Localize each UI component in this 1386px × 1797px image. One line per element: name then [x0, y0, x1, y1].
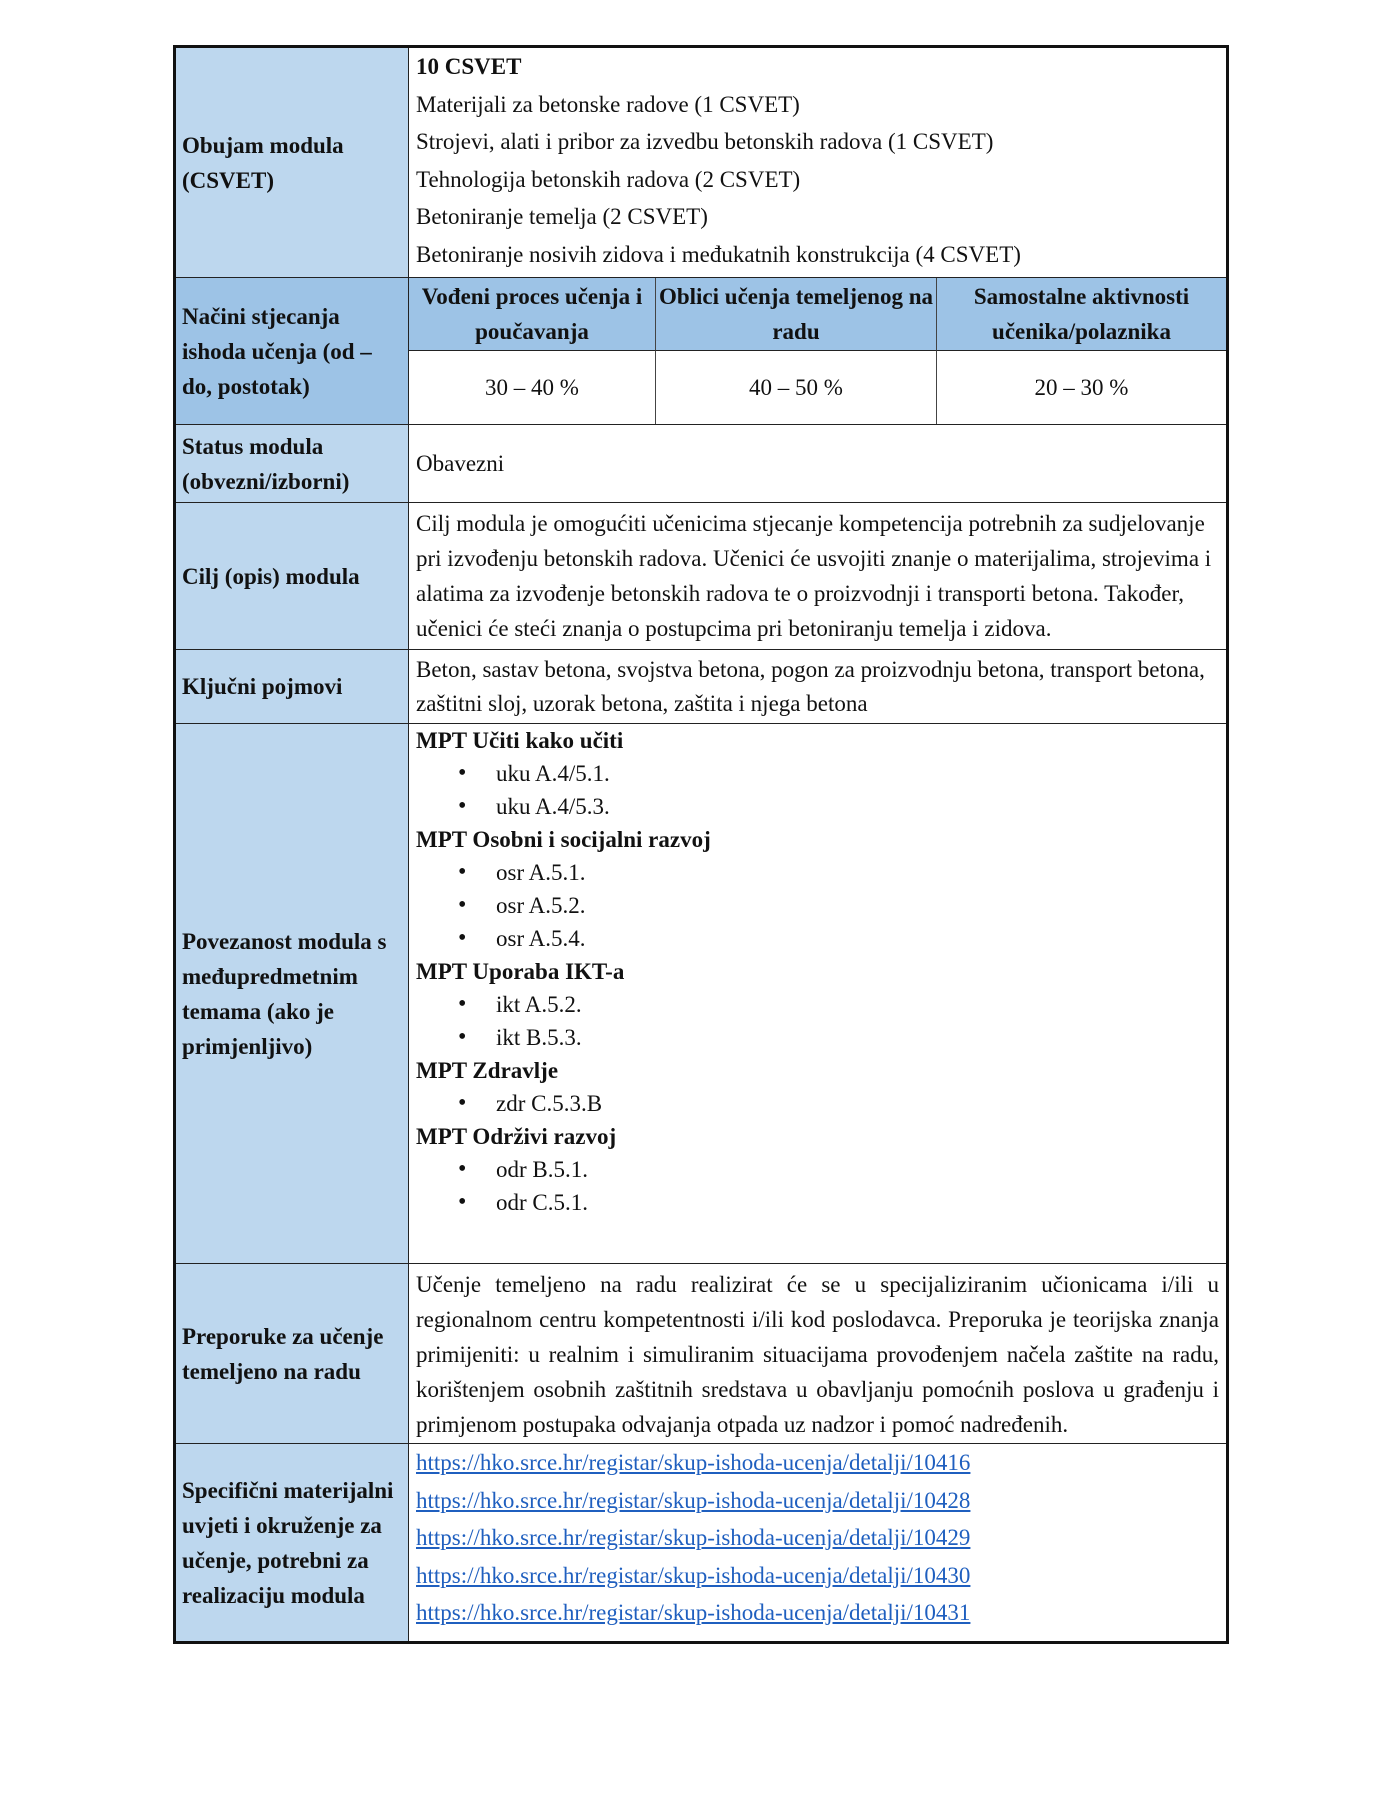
label-pojmovi: Ključni pojmovi: [176, 650, 409, 723]
mpt-item: • ikt B.5.3.: [416, 1021, 1219, 1054]
mpt-item: • osr A.5.1.: [416, 856, 1219, 889]
hko-link[interactable]: https://hko.srce.hr/registar/skup-ishoda-ucenja/detalji/10429: [416, 1525, 971, 1550]
value-cilj: Cilj modula je omogućiti učenicima stjecanje kompetencija potrebnih za sudjelovanje pri izvođenju betonskih radova. Učenici će usvojiti znanje o materijalima, strojevima i alatima za izvođenje betonskih radova te o proizvodnji i transporti betona. Također, učenici će steći znanja o postupcima pri betoniranju temelja i zidova.: [416, 511, 1212, 641]
row-preporuke: [176, 1264, 1226, 1444]
mpt-item: • odr C.5.1.: [416, 1186, 1219, 1219]
row-nacini: [176, 278, 1226, 425]
mpt-item: • osr A.5.4.: [416, 922, 1219, 955]
hko-link[interactable]: https://hko.srce.hr/registar/skup-ishoda-ucenja/detalji/10430: [416, 1562, 971, 1588]
hko-link[interactable]: https://hko.srce.hr/registar/skup-ishoda-ucenja/detalji/10428: [416, 1487, 971, 1513]
row-povezanost: [176, 724, 1226, 1264]
mpt-group: [416, 955, 1219, 1054]
label-specificni: Specifični materijalni uvjeti i okruženje za učenje, potrebni za realizaciju modula: [176, 1444, 409, 1641]
value-status: Obavezni: [416, 450, 505, 476]
value-preporuke: Učenje temeljeno na radu realizirat će se u specijaliziranim učionicama i/ili u regionalnom centru kompetentnosti i/ili kod poslodavca. Preporuka je teorijska znanja primijeniti: u realnim i simuliranim situacijama provođenjem načela zaštite na radu, korištenjem osobnih zaštitnih sredstava u obavljanju pomoćnih poslova u građenju i primjenom postupaka odvajanja otpada uz nadzor i pomoć nadređenih.: [416, 1272, 1219, 1437]
obujam-item: Materijali za betonske radove (1 CSVET): [416, 91, 800, 117]
obujam-item: Strojevi, alati i pribor za izvedbu betonskih radova (1 CSVET): [416, 129, 994, 154]
label-nacini: Načini stjecanja ishoda učenja (od – do, postotak): [176, 278, 409, 424]
label-status: Status modula (obvezni/izborni): [176, 425, 409, 502]
nacini-value-2: 40 – 50 %: [655, 351, 936, 424]
nacini-header-2: Oblici učenja temeljenog na radu: [655, 278, 936, 351]
mpt-item: • uku A.4/5.3.: [416, 790, 1219, 823]
mpt-group: [416, 823, 1219, 955]
mpt-item: • osr A.5.2.: [416, 889, 1219, 922]
obujam-item: Betoniranje temelja (2 CSVET): [416, 204, 708, 229]
obujam-item: Betoniranje nosivih zidova i međukatnih konstrukcija (4 CSVET): [416, 241, 1021, 267]
value-specificni: [409, 1444, 1226, 1641]
mpt-group: [416, 724, 1219, 823]
row-specificni: [176, 1444, 1226, 1641]
value-obujam: [409, 48, 1226, 277]
nacini-value-3: 20 – 30 %: [936, 351, 1226, 424]
hko-link[interactable]: https://hko.srce.hr/registar/skup-ishoda-ucenja/detalji/10416: [416, 1450, 971, 1475]
obujam-item: Tehnologija betonskih radova (2 CSVET): [416, 166, 801, 192]
mpt-item: • uku A.4/5.1.: [416, 757, 1219, 790]
label-povezanost: Povezanost modula s međupredmetnim temama (ako je primjenljivo): [176, 724, 409, 1263]
mpt-title: MPT Uporaba IKT-a: [416, 959, 625, 984]
row-pojmovi: [176, 650, 1226, 724]
mpt-title: MPT Osobni i socijalni razvoj: [416, 827, 711, 852]
label-obujam: Obujam modula (CSVET): [176, 48, 409, 277]
mpt-title: MPT Zdravlje: [416, 1058, 559, 1083]
nacini-header-1: Vođeni proces učenja i poučavanja: [409, 278, 655, 351]
mpt-item: • ikt A.5.2.: [416, 988, 1219, 1021]
module-table: [173, 45, 1229, 1644]
obujam-total: 10 CSVET: [416, 54, 522, 79]
mpt-group: [416, 1054, 1219, 1120]
mpt-title: MPT Održivi razvoj: [416, 1124, 617, 1149]
value-povezanost: [409, 724, 1226, 1263]
row-cilj: [176, 503, 1226, 650]
mpt-item: • zdr C.5.3.B: [416, 1087, 1219, 1120]
nacini-value-1: 30 – 40 %: [485, 375, 579, 400]
label-cilj: Cilj (opis) modula: [176, 503, 409, 649]
value-pojmovi: Beton, sastav betona, svojstva betona, pogon za proizvodnju betona, transport betona, zaštitni sloj, uzorak betona, zaštita i njega betona: [416, 657, 1205, 716]
mpt-group: [416, 1120, 1219, 1219]
row-obujam: [176, 48, 1226, 278]
hko-link[interactable]: https://hko.srce.hr/registar/skup-ishoda-ucenja/detalji/10431: [416, 1600, 971, 1625]
label-preporuke: Preporuke za učenje temeljeno na radu: [176, 1264, 409, 1443]
mpt-title: MPT Učiti kako učiti: [416, 728, 624, 753]
mpt-item: • odr B.5.1.: [416, 1153, 1219, 1186]
nacini-header-3: Samostalne aktivnosti učenika/polaznika: [936, 278, 1226, 351]
row-status: [176, 425, 1226, 503]
